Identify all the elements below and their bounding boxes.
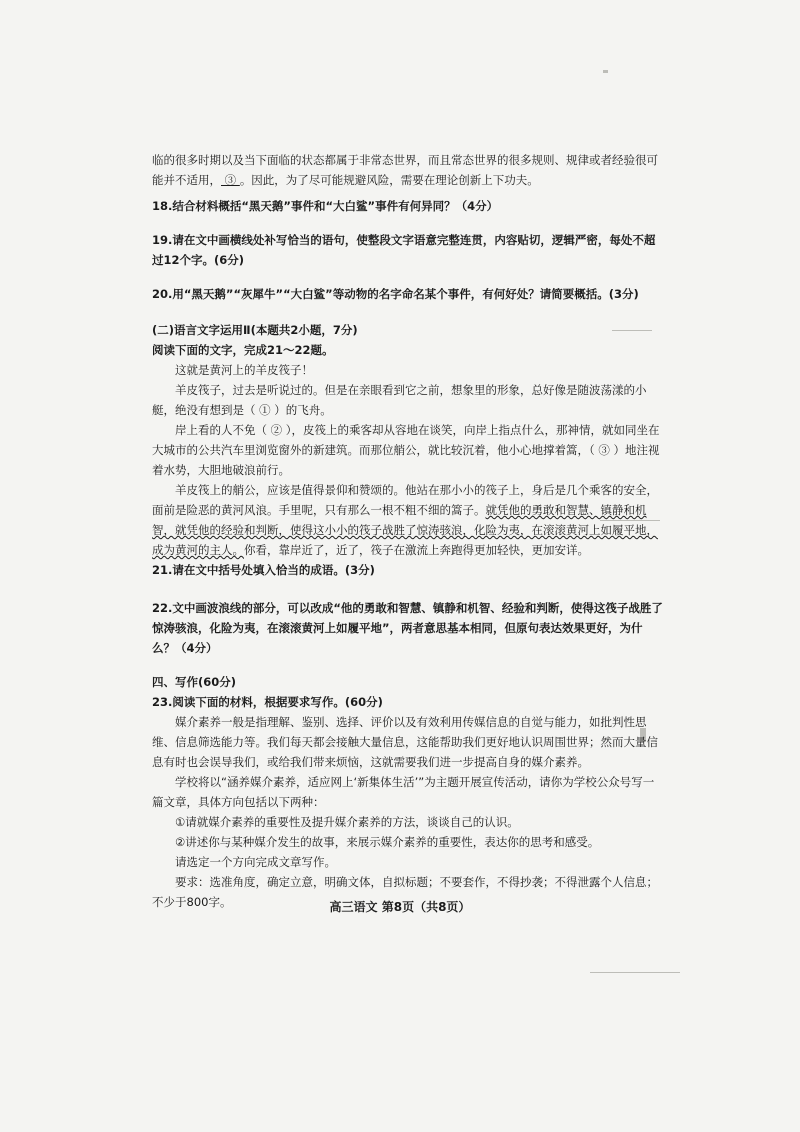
question-21: 21.请在文中括号处填入恰当的成语。(3分) <box>152 563 375 577</box>
material-paragraph: 媒介素养一般是指理解、鉴别、选择、评价以及有效利用传媒信息的自觉与能力，如批判性思维、信息筛选能力等。我们每天都会接触大量信息，这能帮助我们更好地认识周围世界；然而大量信息有时也会误导我们，或给我们带来烦恼，这就需要我们进一步提高自身的媒介素养。 <box>152 715 658 769</box>
section-4-heading: 四、写作(60分) <box>152 675 237 689</box>
question-19: 19.请在文中画横线处补写恰当的语句，使整段文字语意完整连贯，内容贴切，逻辑严密，每处不超过12个字。(6分) <box>152 233 656 267</box>
option-2: ②讲述你与某种媒介发生的故事，来展示媒介素养的重要性，表达你的思考和感受。 <box>175 835 600 849</box>
blank-3: ③ <box>221 173 240 187</box>
page-content <box>152 150 664 912</box>
question-20: 20.用“黑天鹅”“灰犀牛”“大白鲨”等动物的名字命名某个事件，有何好处？请简要概括。(3分) <box>152 287 639 301</box>
reading-paragraph: 这就是黄河上的羊皮筏子！ <box>175 363 313 377</box>
question-22: 22.文中画波浪线的部分，可以改成“他的勇敢和智慧、镇静和机智、经验和判断，使得这筏子战胜了惊涛骇浪，化险为夷，在滚滚黄河上如履平地”，两者意思基本相同，但原句表达效果更好，为什么？（4分） <box>152 601 663 655</box>
question-18: 18.结合材料概括“黑天鹅”事件和“大白鲨”事件有何异同？（4分） <box>152 199 499 213</box>
paragraph-text: 羊皮筏上的艄公，应该是值得景仰和赞颂的。他站在那小小的筏子上，身后是几个乘客的安全，面前是险恶的黄河风浪。手里呢，只有那么一根不粗不细的篙子。 <box>152 483 658 517</box>
material-paragraph: 学校将以“涵养媒介素养，适应网上‘新集体生活’”为主题开展宣传活动，请你为学校公众号写一篇文章，具体方向包括以下两种： <box>152 775 655 809</box>
continued-passage <box>152 150 664 190</box>
writing-requirements: 要求：选准角度，确定立意，明确文体，自拟标题；不要套作，不得抄袭；不得泄露个人信息；不少于800字。 <box>152 875 658 909</box>
reading-paragraph: 羊皮筏子，过去是听说过的。但是在亲眼看到它之前，想象里的形象，总好像是随波荡漾的小艇，绝没有想到是（ ① ）的飞舟。 <box>152 383 647 417</box>
passage-line: 。因此，为了尽可能规避风险，需要在理论创新上下功夫。 <box>239 173 539 187</box>
section-2-heading: (二)语言文字运用Ⅱ(本题共2小题，7分) <box>152 323 358 337</box>
wavy-underlined-text: 就凭他的勇敢和智慧、镇静和机智，就凭他的经验和判断，使得这小小的筏子战胜了惊涛骇浪，化险为夷，在滚滚黄河上如履平地，成为黄河的主人。 <box>152 503 658 557</box>
section-2-intro: 阅读下面的文字，完成21～22题。 <box>152 343 334 357</box>
question-23: 23.阅读下面的材料，根据要求写作。(60分) <box>152 695 383 709</box>
passage-line: 临的很多时期以及当下面临的状态都属于非常态世界，而且常态世界的很多规则、规律或者经验很可 <box>152 153 658 167</box>
reading-paragraph: 岸上看的人不免（ ② ），皮筏上的乘客却从容地在谈笑，向岸上指点什么，那神情，就如同坐在大城市的公共汽车里浏览窗外的新建筑。而那位艄公，就比较沉着，他小心地撑着篙，（ ③ ）地注视着水势，大胆地破浪前行。 <box>152 423 660 477</box>
page-footer: 高三语文 第8页（共8页） <box>329 900 471 914</box>
choose-instruction: 请选定一个方向完成文章写作。 <box>175 855 336 869</box>
option-1: ①请就媒介素养的重要性及提升媒介素养的方法，谈谈自己的认识。 <box>175 815 519 829</box>
reading-paragraph <box>152 480 664 560</box>
scan-speck <box>603 70 608 73</box>
scan-speck <box>590 972 680 973</box>
passage-line: 能并不适用， <box>152 173 221 187</box>
paragraph-text: 你看，靠岸近了，近了，筏子在激流上奔跑得更加轻快，更加安详。 <box>244 543 589 557</box>
